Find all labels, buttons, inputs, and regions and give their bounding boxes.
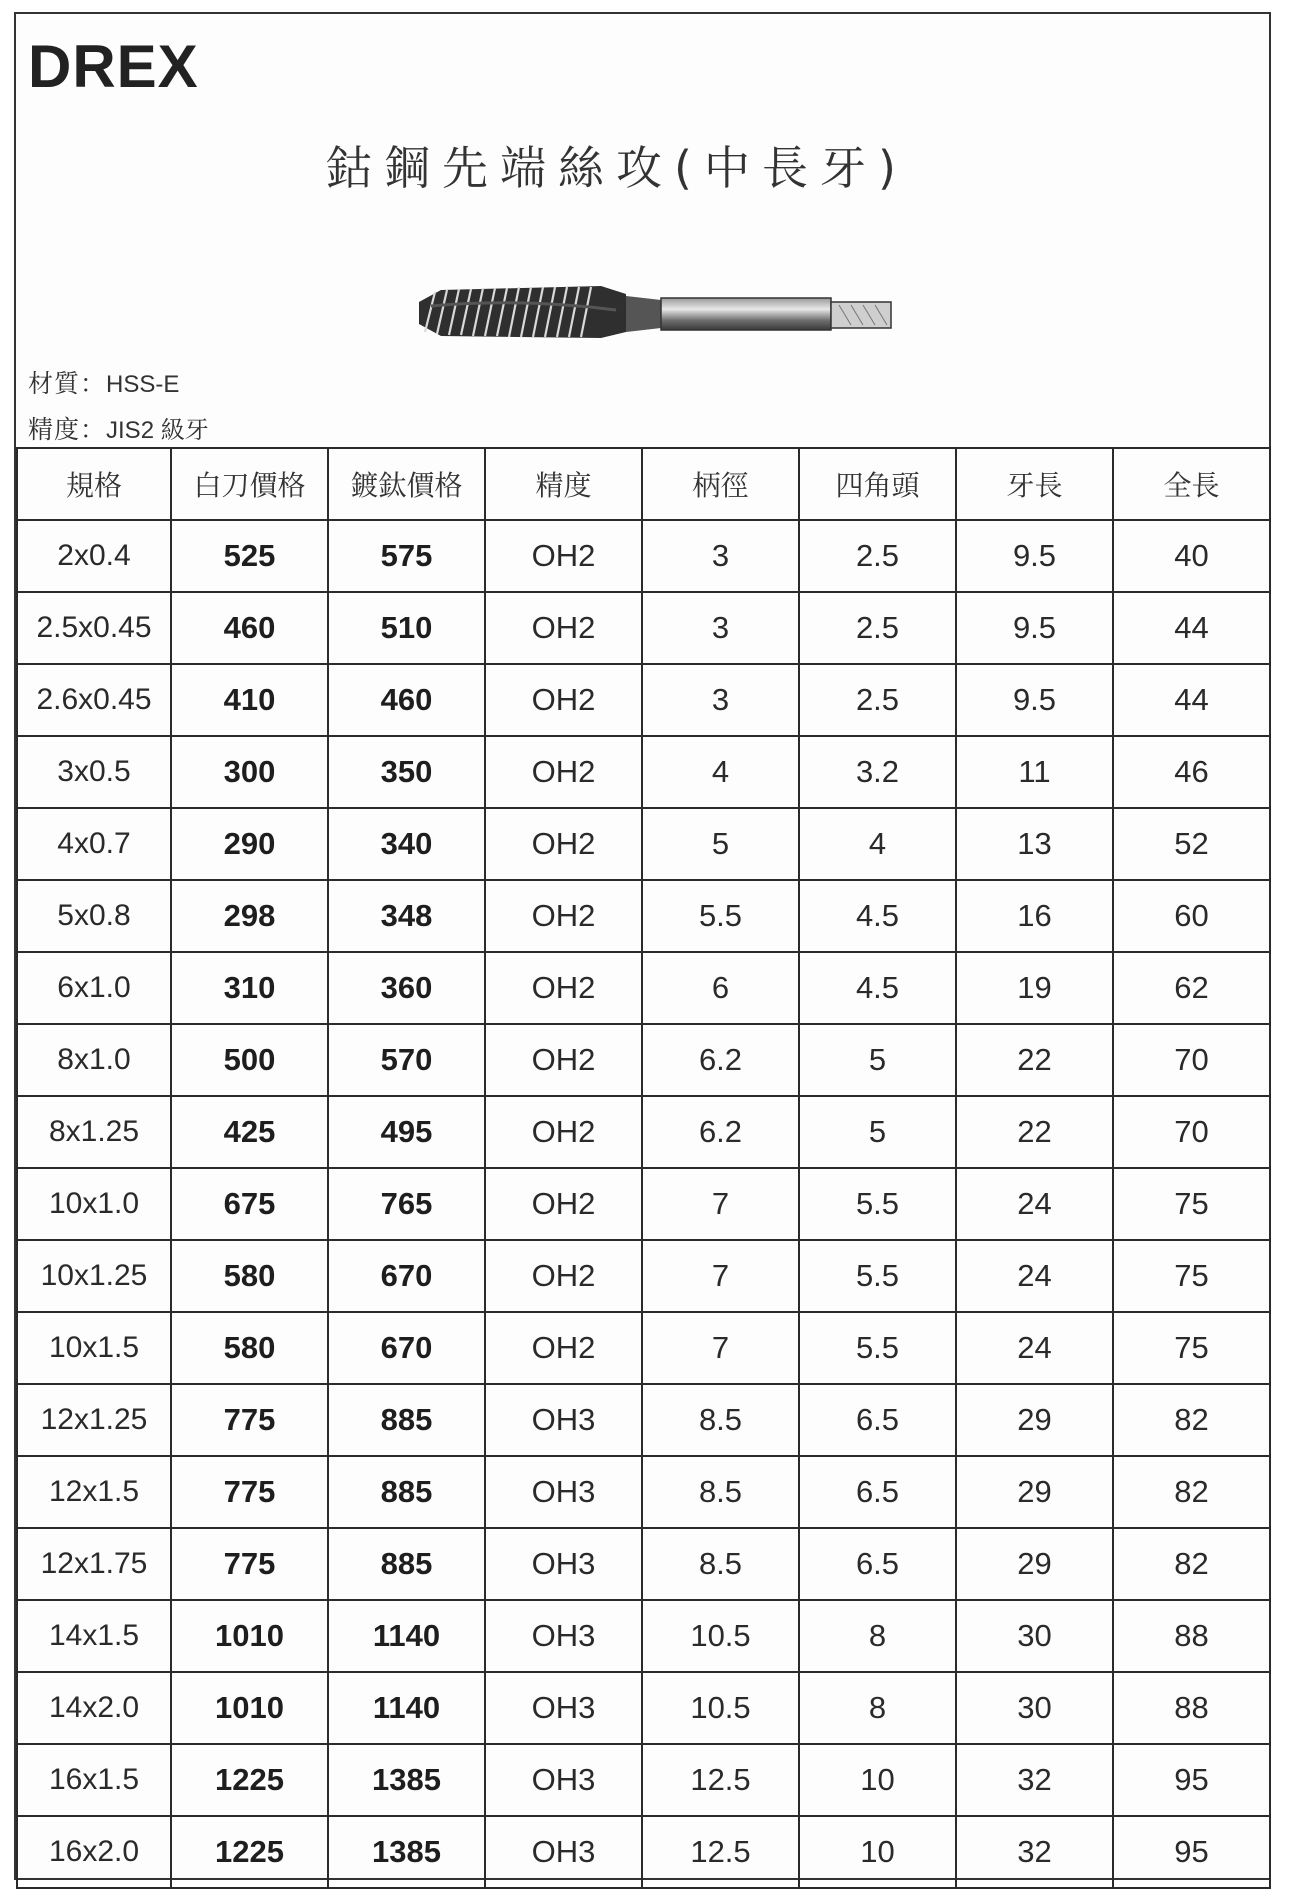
cell-thread-length: 32 <box>956 1744 1113 1816</box>
cell-total-length: 44 <box>1113 664 1270 736</box>
table-row <box>17 1024 1270 1096</box>
cell-thread-length: 9.5 <box>956 592 1113 664</box>
cell-plain-price: 775 <box>171 1528 328 1600</box>
cell-thread-length: 9.5 <box>956 520 1113 592</box>
material-label: 材質： <box>28 369 107 398</box>
cell-total-length: 75 <box>1113 1168 1270 1240</box>
cell-shank-dia: 6 <box>642 952 799 1024</box>
cell-thread-length: 30 <box>956 1600 1113 1672</box>
cell-tin-price: 1140 <box>328 1600 485 1672</box>
cell-square-head: 5.5 <box>799 1240 956 1312</box>
cell-thread-length: 19 <box>956 952 1113 1024</box>
cell-total-length: 88 <box>1113 1672 1270 1744</box>
cell-square-head: 5.5 <box>799 1168 956 1240</box>
cell-size: 2.5x0.45 <box>17 592 171 664</box>
cell-size: 14x2.0 <box>17 1672 171 1744</box>
cell-tin-price: 495 <box>328 1096 485 1168</box>
header-thread-length: 牙長 <box>956 448 1113 520</box>
cell-plain-price: 775 <box>171 1456 328 1528</box>
cell-shank-dia: 6.2 <box>642 1096 799 1168</box>
cell-total-length: 62 <box>1113 952 1270 1024</box>
cell-tin-price: 885 <box>328 1384 485 1456</box>
cell-size: 8x1.0 <box>17 1024 171 1096</box>
cell-tin-price: 348 <box>328 880 485 952</box>
cell-plain-price: 425 <box>171 1096 328 1168</box>
material-value: HSS-E <box>106 371 180 398</box>
cell-shank-dia: 6.2 <box>642 1024 799 1096</box>
cell-tin-price: 360 <box>328 952 485 1024</box>
cell-precision: OH2 <box>485 1096 642 1168</box>
cell-plain-price: 1225 <box>171 1744 328 1816</box>
cell-precision: OH3 <box>485 1744 642 1816</box>
cell-shank-dia: 12.5 <box>642 1816 799 1888</box>
cell-total-length: 82 <box>1113 1456 1270 1528</box>
table-header-row <box>17 448 1270 520</box>
cell-precision: OH2 <box>485 952 642 1024</box>
cell-tin-price: 340 <box>328 808 485 880</box>
cell-size: 16x1.5 <box>17 1744 171 1816</box>
cell-square-head: 2.5 <box>799 664 956 736</box>
cell-shank-dia: 12.5 <box>642 1744 799 1816</box>
table-row <box>17 952 1270 1024</box>
cell-precision: OH3 <box>485 1672 642 1744</box>
cell-size: 4x0.7 <box>17 808 171 880</box>
cell-size: 6x1.0 <box>17 952 171 1024</box>
cell-plain-price: 1010 <box>171 1600 328 1672</box>
header-size: 規格 <box>17 448 171 520</box>
table-row <box>17 520 1270 592</box>
header-tin-price: 鍍鈦價格 <box>328 448 485 520</box>
table-row <box>17 1168 1270 1240</box>
cell-total-length: 52 <box>1113 808 1270 880</box>
cell-thread-length: 24 <box>956 1312 1113 1384</box>
cell-shank-dia: 5 <box>642 808 799 880</box>
cell-tin-price: 575 <box>328 520 485 592</box>
cell-shank-dia: 3 <box>642 664 799 736</box>
cell-shank-dia: 4 <box>642 736 799 808</box>
brand-logo: DREX <box>28 33 199 100</box>
cell-size: 10x1.5 <box>17 1312 171 1384</box>
cell-plain-price: 1225 <box>171 1816 328 1888</box>
cell-thread-length: 16 <box>956 880 1113 952</box>
cell-total-length: 60 <box>1113 880 1270 952</box>
cell-square-head: 5 <box>799 1096 956 1168</box>
header-precision: 精度 <box>485 448 642 520</box>
cell-square-head: 2.5 <box>799 520 956 592</box>
precision-label: 精度： <box>28 415 107 444</box>
table-row <box>17 736 1270 808</box>
cell-shank-dia: 7 <box>642 1240 799 1312</box>
cell-precision: OH2 <box>485 880 642 952</box>
cell-thread-length: 22 <box>956 1024 1113 1096</box>
cell-square-head: 5 <box>799 1024 956 1096</box>
cell-size: 10x1.25 <box>17 1240 171 1312</box>
cell-shank-dia: 3 <box>642 520 799 592</box>
table-row <box>17 1744 1270 1816</box>
cell-total-length: 44 <box>1113 592 1270 664</box>
cell-tin-price: 765 <box>328 1168 485 1240</box>
cell-shank-dia: 8.5 <box>642 1528 799 1600</box>
table-row <box>17 880 1270 952</box>
cell-precision: OH2 <box>485 1168 642 1240</box>
cell-precision: OH2 <box>485 1240 642 1312</box>
table-row <box>17 1240 1270 1312</box>
cell-total-length: 95 <box>1113 1744 1270 1816</box>
cell-total-length: 88 <box>1113 1600 1270 1672</box>
cell-plain-price: 580 <box>171 1312 328 1384</box>
cell-thread-length: 29 <box>956 1384 1113 1456</box>
price-table <box>16 447 1271 1889</box>
cell-precision: OH2 <box>485 592 642 664</box>
price-sheet <box>14 12 1271 1880</box>
cell-square-head: 10 <box>799 1744 956 1816</box>
spec-material <box>28 364 179 400</box>
cell-thread-length: 29 <box>956 1456 1113 1528</box>
cell-thread-length: 9.5 <box>956 664 1113 736</box>
cell-tin-price: 885 <box>328 1528 485 1600</box>
cell-shank-dia: 7 <box>642 1312 799 1384</box>
cell-precision: OH2 <box>485 1024 642 1096</box>
cell-plain-price: 580 <box>171 1240 328 1312</box>
cell-square-head: 2.5 <box>799 592 956 664</box>
cell-tin-price: 510 <box>328 592 485 664</box>
cell-square-head: 10 <box>799 1816 956 1888</box>
cell-precision: OH2 <box>485 1312 642 1384</box>
cell-size: 8x1.25 <box>17 1096 171 1168</box>
cell-total-length: 75 <box>1113 1240 1270 1312</box>
table-body <box>17 520 1270 1888</box>
header-square-head: 四角頭 <box>799 448 956 520</box>
cell-size: 3x0.5 <box>17 736 171 808</box>
table-row <box>17 592 1270 664</box>
cell-plain-price: 298 <box>171 880 328 952</box>
cell-tin-price: 350 <box>328 736 485 808</box>
cell-shank-dia: 10.5 <box>642 1672 799 1744</box>
cell-thread-length: 24 <box>956 1168 1113 1240</box>
cell-total-length: 46 <box>1113 736 1270 808</box>
cell-square-head: 6.5 <box>799 1456 956 1528</box>
cell-tin-price: 670 <box>328 1240 485 1312</box>
cell-tin-price: 1385 <box>328 1816 485 1888</box>
table-row <box>17 1384 1270 1456</box>
table-row <box>17 1456 1270 1528</box>
cell-precision: OH3 <box>485 1528 642 1600</box>
cell-precision: OH3 <box>485 1600 642 1672</box>
table-row <box>17 1312 1270 1384</box>
cell-tin-price: 885 <box>328 1456 485 1528</box>
cell-tin-price: 1385 <box>328 1744 485 1816</box>
cell-total-length: 95 <box>1113 1816 1270 1888</box>
cell-shank-dia: 8.5 <box>642 1456 799 1528</box>
cell-total-length: 82 <box>1113 1384 1270 1456</box>
precision-value: JIS2 級牙 <box>106 417 209 444</box>
cell-size: 2x0.4 <box>17 520 171 592</box>
spec-precision <box>28 410 209 446</box>
cell-square-head: 5.5 <box>799 1312 956 1384</box>
cell-plain-price: 300 <box>171 736 328 808</box>
cell-precision: OH3 <box>485 1816 642 1888</box>
cell-total-length: 75 <box>1113 1312 1270 1384</box>
cell-size: 12x1.75 <box>17 1528 171 1600</box>
cell-plain-price: 525 <box>171 520 328 592</box>
cell-tin-price: 460 <box>328 664 485 736</box>
cell-thread-length: 30 <box>956 1672 1113 1744</box>
cell-square-head: 4.5 <box>799 952 956 1024</box>
cell-size: 16x2.0 <box>17 1816 171 1888</box>
cell-total-length: 70 <box>1113 1024 1270 1096</box>
cell-size: 12x1.5 <box>17 1456 171 1528</box>
cell-precision: OH2 <box>485 736 642 808</box>
cell-plain-price: 500 <box>171 1024 328 1096</box>
cell-square-head: 4.5 <box>799 880 956 952</box>
cell-thread-length: 32 <box>956 1816 1113 1888</box>
table-row <box>17 1096 1270 1168</box>
cell-square-head: 8 <box>799 1672 956 1744</box>
cell-plain-price: 410 <box>171 664 328 736</box>
cell-plain-price: 290 <box>171 808 328 880</box>
cell-precision: OH2 <box>485 520 642 592</box>
table-row <box>17 1528 1270 1600</box>
cell-shank-dia: 7 <box>642 1168 799 1240</box>
table-row <box>17 664 1270 736</box>
tap-tool-illustration <box>411 272 911 352</box>
cell-square-head: 6.5 <box>799 1384 956 1456</box>
header-plain-price: 白刀價格 <box>171 448 328 520</box>
cell-square-head: 3.2 <box>799 736 956 808</box>
cell-precision: OH3 <box>485 1384 642 1456</box>
cell-thread-length: 13 <box>956 808 1113 880</box>
table-row <box>17 1600 1270 1672</box>
cell-total-length: 82 <box>1113 1528 1270 1600</box>
table-row <box>17 1672 1270 1744</box>
cell-precision: OH2 <box>485 664 642 736</box>
cell-total-length: 70 <box>1113 1096 1270 1168</box>
table-row <box>17 1816 1270 1888</box>
cell-thread-length: 29 <box>956 1528 1113 1600</box>
cell-plain-price: 310 <box>171 952 328 1024</box>
cell-precision: OH2 <box>485 808 642 880</box>
cell-size: 5x0.8 <box>17 880 171 952</box>
cell-plain-price: 675 <box>171 1168 328 1240</box>
cell-thread-length: 24 <box>956 1240 1113 1312</box>
cell-precision: OH3 <box>485 1456 642 1528</box>
header-total-length: 全長 <box>1113 448 1270 520</box>
cell-plain-price: 460 <box>171 592 328 664</box>
cell-tin-price: 570 <box>328 1024 485 1096</box>
cell-thread-length: 22 <box>956 1096 1113 1168</box>
cell-size: 14x1.5 <box>17 1600 171 1672</box>
cell-size: 2.6x0.45 <box>17 664 171 736</box>
cell-shank-dia: 10.5 <box>642 1600 799 1672</box>
cell-shank-dia: 8.5 <box>642 1384 799 1456</box>
cell-square-head: 6.5 <box>799 1528 956 1600</box>
cell-shank-dia: 5.5 <box>642 880 799 952</box>
cell-tin-price: 1140 <box>328 1672 485 1744</box>
cell-plain-price: 775 <box>171 1384 328 1456</box>
cell-tin-price: 670 <box>328 1312 485 1384</box>
header-shank-dia: 柄徑 <box>642 448 799 520</box>
cell-size: 12x1.25 <box>17 1384 171 1456</box>
cell-square-head: 4 <box>799 808 956 880</box>
cell-plain-price: 1010 <box>171 1672 328 1744</box>
cell-thread-length: 11 <box>956 736 1113 808</box>
cell-shank-dia: 3 <box>642 592 799 664</box>
cell-total-length: 40 <box>1113 520 1270 592</box>
page-title: 鈷鋼先端絲攻(中長牙) <box>326 141 908 195</box>
cell-size: 10x1.0 <box>17 1168 171 1240</box>
cell-square-head: 8 <box>799 1600 956 1672</box>
table-row <box>17 808 1270 880</box>
